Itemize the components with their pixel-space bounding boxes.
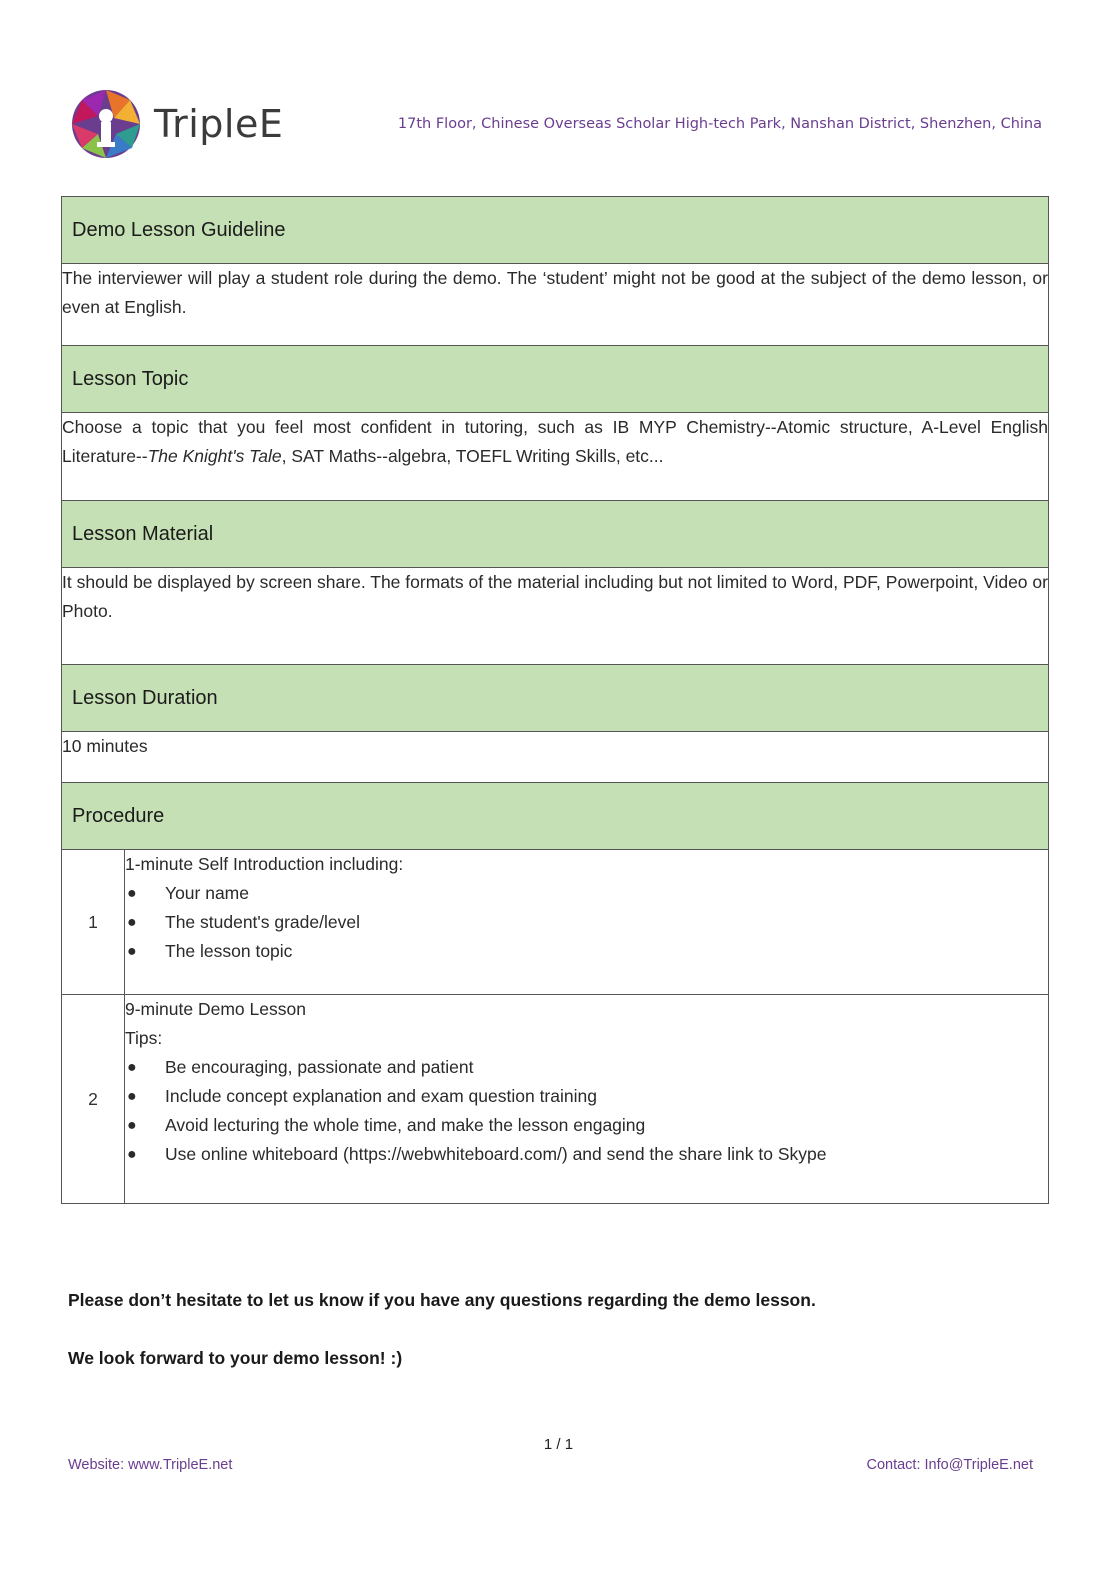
guideline-text: The interviewer will play a student role during the demo. The ‘student’ might not be good at the subject of the demo lesson, or even at English.: [62, 264, 1049, 346]
material-text: It should be displayed by screen share. The formats of the material including but not limited to Word, PDF, Powerpoint, Video or Photo.: [62, 568, 1049, 665]
footer-contact: Contact: Info@TripleE.net: [866, 1457, 1033, 1473]
step-intro: 9-minute Demo Lesson: [125, 999, 306, 1019]
step-intro: 1-minute Self Introduction including:: [125, 854, 404, 874]
topic-text-pre: Choose a topic that you feel most confident in tutoring, such as IB MYP Chemistry--Atomic structure, A-Level English Literature--: [62, 417, 1048, 466]
list-item: [125, 1082, 1048, 1111]
list-item-text: Your name: [165, 883, 249, 903]
section-header-material: [62, 501, 1049, 568]
duration-text: 10 minutes: [62, 732, 1049, 783]
bullet-icon: ●: [127, 885, 137, 902]
bullet-icon: ●: [127, 943, 137, 960]
bullet-icon: ●: [127, 1146, 137, 1163]
logo-text: TripleE: [154, 102, 284, 146]
brand-logo: [70, 88, 300, 160]
topic-text: [62, 413, 1049, 501]
closing-questions: Please don’t hesitate to let us know if you have any questions regarding the demo lesson.: [68, 1290, 816, 1310]
tips-label: Tips:: [125, 1028, 163, 1048]
step-content: [125, 850, 1049, 995]
list-item: [125, 1053, 1048, 1082]
topic-title: Lesson Topic: [62, 346, 1049, 413]
procedure-step-2: [62, 995, 1049, 1204]
bullet-icon: ●: [127, 1088, 137, 1105]
list-item-text: Include concept explanation and exam question training: [165, 1086, 597, 1106]
list-item: [125, 908, 1048, 937]
step-number: 2: [62, 995, 125, 1204]
procedure-title: Procedure: [62, 783, 1049, 850]
list-item-text: Avoid lecturing the whole time, and make the lesson engaging: [165, 1115, 646, 1135]
section-header-procedure: [62, 783, 1049, 850]
section-header-duration: [62, 665, 1049, 732]
page-number: 1 / 1: [543, 1436, 574, 1453]
procedure-step-1: [62, 850, 1049, 995]
list-item-text: Use online whiteboard (https://webwhiteboard.com/) and send the share link to Skype: [165, 1144, 827, 1164]
footer-website: Website: www.TripleE.net: [68, 1457, 233, 1473]
section-body-guideline: [62, 264, 1049, 346]
demo-lesson-table: [61, 196, 1049, 1204]
triplee-logo-icon: [70, 88, 142, 160]
company-address: 17th Floor, Chinese Overseas Scholar High-tech Park, Nanshan District, Shenzhen, China: [397, 116, 1042, 132]
step-content: [125, 995, 1049, 1204]
duration-title: Lesson Duration: [62, 665, 1049, 732]
topic-text-post: , SAT Maths--algebra, TOEFL Writing Skills, etc...: [281, 446, 664, 466]
section-body-topic: [62, 413, 1049, 501]
list-item: [125, 1111, 1048, 1140]
list-item-text: The student's grade/level: [165, 912, 360, 932]
bullet-icon: ●: [127, 1059, 137, 1076]
list-item: [125, 937, 1048, 966]
list-item-text: Be encouraging, passionate and patient: [165, 1057, 474, 1077]
section-header-topic: [62, 346, 1049, 413]
section-header-guideline: [62, 197, 1049, 264]
bullet-icon: ●: [127, 1117, 137, 1134]
bullet-icon: ●: [127, 914, 137, 931]
section-body-duration: [62, 732, 1049, 783]
list-item: [125, 1140, 1048, 1169]
topic-text-italic: The Knight's Tale: [147, 446, 282, 466]
section-body-material: [62, 568, 1049, 665]
list-item-text: The lesson topic: [165, 941, 293, 961]
step-number: 1: [62, 850, 125, 995]
material-title: Lesson Material: [62, 501, 1049, 568]
list-item: [125, 879, 1048, 908]
guideline-title: Demo Lesson Guideline: [62, 197, 1049, 264]
closing-lookforward: We look forward to your demo lesson! :): [68, 1348, 403, 1368]
